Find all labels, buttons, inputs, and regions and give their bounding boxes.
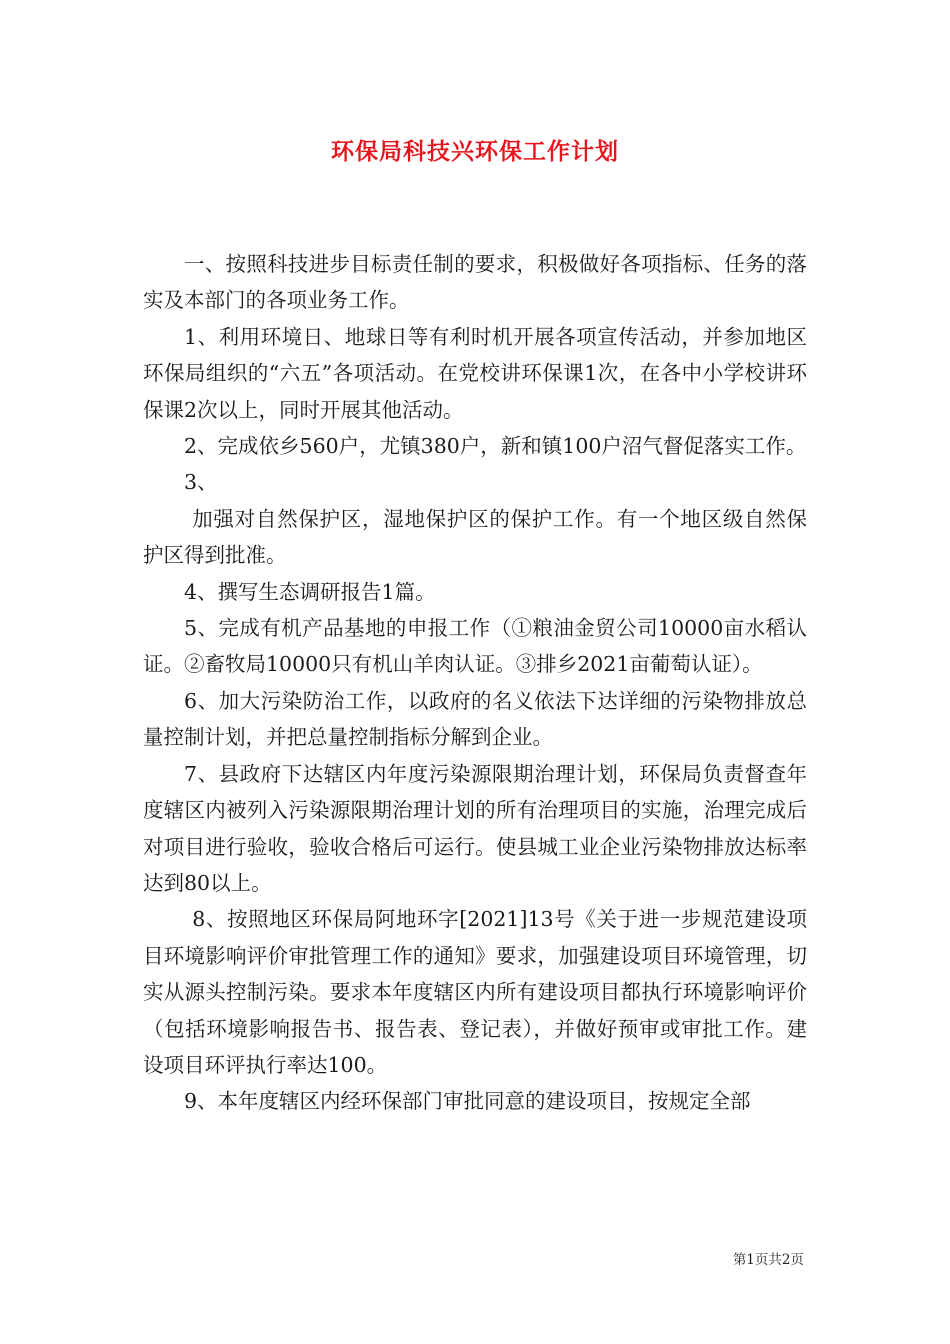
paragraph-item-3-text: 加强对自然保护区，湿地保护区的保护工作。有一个地区级自然保护区得到批准。 [143, 506, 807, 568]
paragraph-item-2: 2、完成依乡560户，尤镇380户，新和镇100户沼气督促落实工作。 [184, 434, 807, 459]
paragraph-item-5: 5、完成有机产品基地的申报工作（①粮油金贸公司10000亩水稻认证。②畜牧局10000只有机山羊肉认证。③排乡2021亩葡萄认证）。 [143, 616, 807, 677]
page-number-footer: 第1页共2页 [732, 1252, 804, 1268]
document-body [143, 246, 807, 1120]
paragraph-item-7: 7、县政府下达辖区内年度污染源限期治理计划，环保局负责督查年度辖区内被列入污染源限期治理计划的所有治理项目的实施，治理完成后对项目进行验收，验收合格后可运行。使县城工业企业污染物排放达标率达到80以上。 [143, 761, 807, 895]
paragraph-item-6: 6、加大污染防治工作，以政府的名义依法下达详细的污染物排放总量控制计划，并把总量控制指标分解到企业。 [143, 688, 807, 750]
paragraph-item-3-number: 3、 [184, 470, 218, 495]
paragraph-item-4: 4、撰写生态调研报告1篇。 [184, 579, 436, 604]
paragraph-intro: 一、按照科技进步目标责任制的要求，积极做好各项指标、任务的落实及本部门的各项业务工作。 [143, 252, 807, 313]
paragraph-item-1: 1、利用环境日、地球日等有利时机开展各项宣传活动，并参加地区环保局组织的“六五”各项活动。在党校讲环保课1次，在各中小学校讲环保课2次以上，同时开展其他活动。 [143, 324, 807, 422]
document-title: 环保局科技兴环保工作计划 [331, 139, 619, 165]
paragraph-item-9: 9、本年度辖区内经环保部门审批同意的建设项目，按规定全部 [184, 1089, 751, 1114]
paragraph-item-8: 8、按照地区环保局阿地环字[2021]13号《关于进一步规范建设项目环境影响评价审批管理工作的通知》要求，加强建设项目环境管理，切实从源头控制污染。要求本年度辖区内所有建设项目都执行环境影响评价（包括环境影响报告书、报告表、登记表），并做好预审或审批工作。建设项目环评执行率达100。 [143, 907, 807, 1077]
